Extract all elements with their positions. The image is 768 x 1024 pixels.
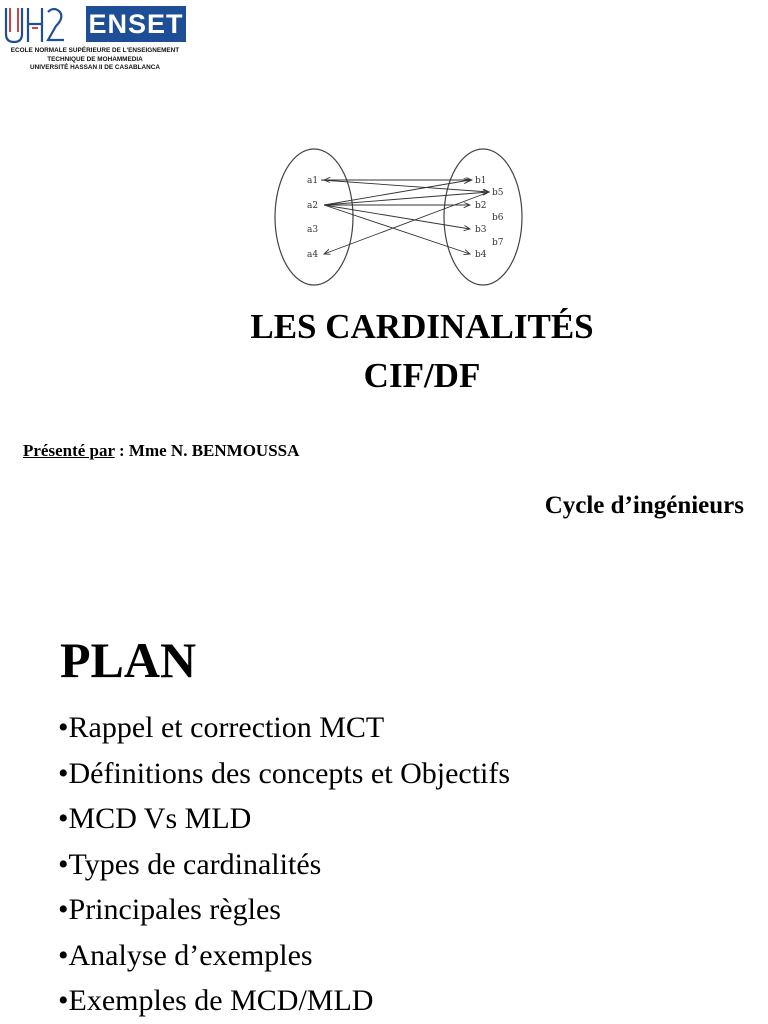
presentation-title: LES CARDINALITÉS: [250, 307, 594, 346]
plan-item: •Analyse d’exemples: [58, 938, 313, 972]
element-label: b4: [475, 250, 487, 260]
element-label: a4: [307, 250, 319, 260]
plan-item: •Exemples de MCD/MLD: [58, 984, 374, 1017]
mapping-arrow: [324, 205, 470, 229]
plan-item: •Définitions des concepts et Objectifs: [58, 756, 511, 790]
plan-item: •Principales règles: [58, 893, 281, 926]
element-label: a1: [307, 176, 319, 186]
mapping-arrow: [324, 205, 470, 254]
left-set-ellipse: [275, 149, 353, 285]
plan-slide: [0, 580, 768, 1024]
plan-item: •MCD Vs MLD: [58, 802, 252, 835]
institution-name: [0, 47, 190, 73]
enset-wordmark: ENSET: [86, 6, 186, 42]
element-label: a2: [307, 201, 319, 211]
mapping-arrow: [324, 192, 489, 205]
element-label: b5: [492, 188, 504, 198]
mapping-arrow: [324, 192, 489, 254]
right-set-ellipse: [444, 149, 522, 285]
element-label: b6: [492, 213, 504, 223]
presenter-name: : Mme N. BENMOUSSA: [114, 441, 300, 460]
presenter-label: Présenté par: [23, 441, 115, 460]
plan-item: •Types de cardinalités: [58, 847, 322, 881]
element-label: b1: [475, 176, 487, 186]
presenter-line: [23, 440, 299, 462]
university-emblem-icon: [2, 4, 68, 46]
institution-line: UNIVERSITÉ HASSAN II DE CASABLANCA: [30, 64, 160, 71]
element-label: b2: [475, 201, 487, 211]
presentation-subtitle: CIF/DF: [363, 356, 481, 395]
set-mapping-diagram: [264, 140, 528, 290]
mapping-arrow: [321, 180, 489, 192]
element-label: a3: [307, 225, 319, 235]
enset-logo: [0, 0, 190, 82]
plan-item: •Rappel et correction MCT: [58, 711, 385, 744]
institution-line: ECOLE NORMALE SUPÉRIEURE DE L'ENSEIGNEMENT: [10, 47, 180, 54]
element-label: b3: [475, 225, 487, 235]
institution-line: TECHNIQUE DE MOHAMMEDIA: [47, 55, 143, 63]
plan-title: PLAN: [60, 632, 197, 688]
program-cycle: Cycle d’ingénieurs: [544, 492, 744, 519]
mapping-arrow: [324, 180, 470, 205]
plan-list: [58, 705, 510, 1024]
element-label: b7: [492, 238, 504, 248]
